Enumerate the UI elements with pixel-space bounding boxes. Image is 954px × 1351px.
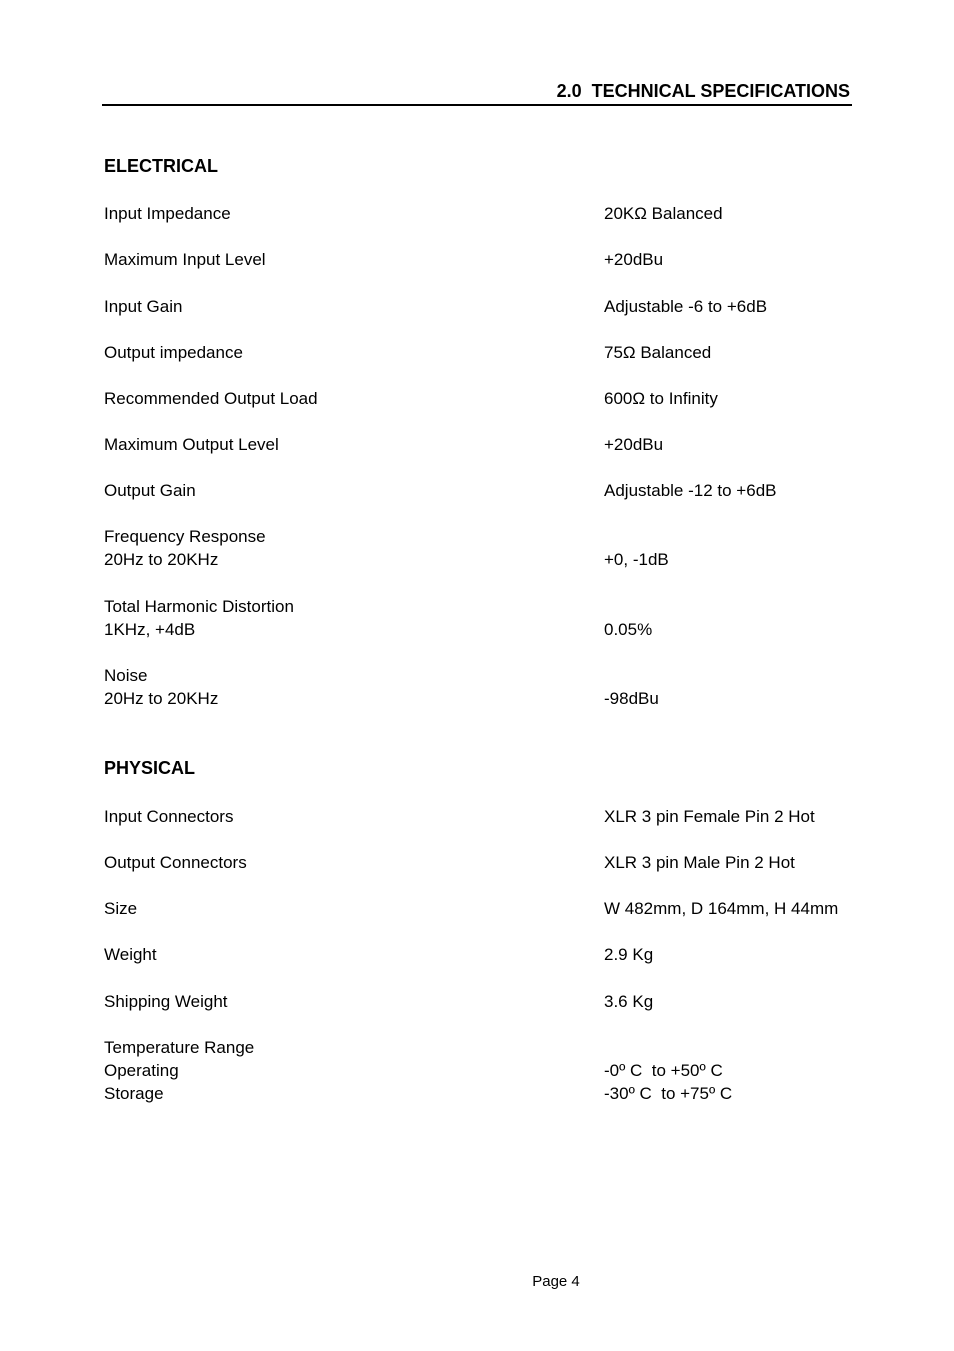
page-title: 2.0 TECHNICAL SPECIFICATIONS [556, 81, 850, 101]
electrical-heading: ELECTRICAL [104, 156, 218, 176]
spec-value: 3.6 Kg [604, 992, 654, 1011]
spec-label: Maximum Input Level [104, 250, 266, 269]
spec-label: Temperature Range [104, 1038, 255, 1057]
spec-label: Maximum Output Level [104, 435, 279, 454]
spec-label: Input Connectors [104, 807, 234, 826]
spec-value: Adjustable -12 to +6dB [604, 481, 777, 500]
spec-sublabel: 1KHz, +4dB [104, 620, 196, 639]
spec-sublabel-operating: Operating [104, 1061, 179, 1080]
spec-label: Frequency Response [104, 527, 266, 546]
spec-value: +0, -1dB [604, 550, 669, 569]
spec-value: 20KΩ Balanced [604, 204, 723, 223]
spec-label: Total Harmonic Distortion [104, 597, 294, 616]
page-number: Page 4 [532, 1273, 580, 1290]
spec-value: 600Ω to Infinity [604, 389, 718, 408]
spec-value: +20dBu [604, 250, 664, 269]
spec-label: Input Gain [104, 297, 183, 316]
spec-value-operating: -0º C to +50º C [604, 1061, 723, 1080]
spec-label: Input Impedance [104, 204, 231, 223]
spec-value: 2.9 Kg [604, 945, 654, 964]
spec-value: +20dBu [604, 435, 664, 454]
spec-label: Weight [104, 945, 157, 964]
spec-value: 0.05% [604, 620, 653, 639]
spec-sublabel-storage: Storage [104, 1084, 164, 1103]
spec-sublabel: 20Hz to 20KHz [104, 689, 219, 708]
physical-heading: PHYSICAL [104, 758, 196, 778]
spec-sublabel: 20Hz to 20KHz [104, 550, 219, 569]
spec-label: Output Gain [104, 481, 196, 500]
spec-label: Output Connectors [104, 853, 247, 872]
spec-label: Noise [104, 666, 148, 685]
spec-value: 75Ω Balanced [604, 343, 712, 362]
spec-value: XLR 3 pin Male Pin 2 Hot [604, 853, 795, 872]
spec-value: Adjustable -6 to +6dB [604, 297, 768, 316]
spec-label: Size [104, 899, 138, 918]
spec-value: W 482mm, D 164mm, H 44mm [604, 899, 839, 918]
page-header [102, 80, 852, 106]
spec-value: -98dBu [604, 689, 659, 708]
spec-label: Recommended Output Load [104, 389, 318, 408]
spec-value-storage: -30º C to +75º C [604, 1084, 733, 1103]
spec-label: Output impedance [104, 343, 243, 362]
spec-label: Shipping Weight [104, 992, 228, 1011]
spec-value: XLR 3 pin Female Pin 2 Hot [604, 807, 815, 826]
